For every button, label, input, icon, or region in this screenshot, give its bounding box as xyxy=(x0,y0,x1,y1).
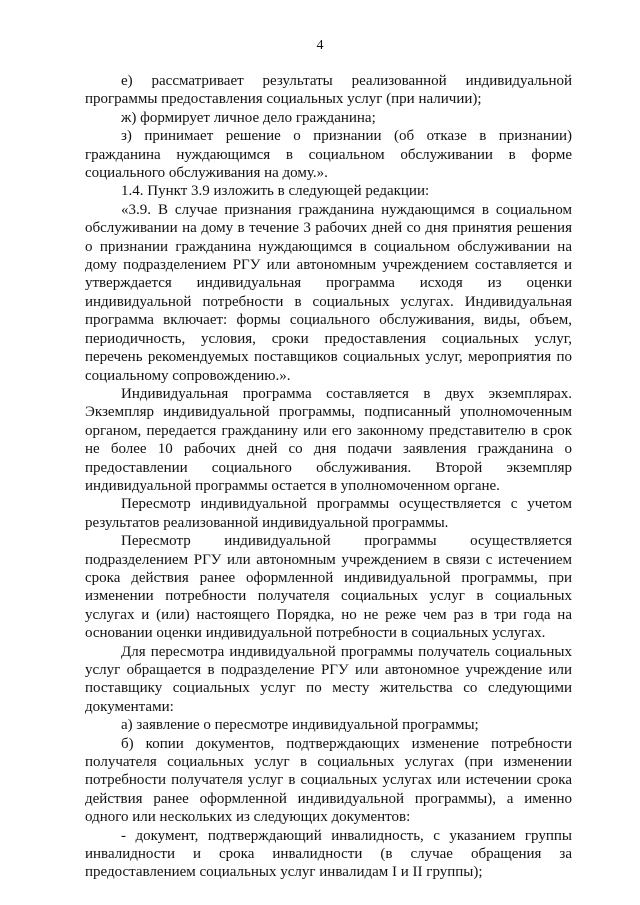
paragraph-item-b: б) копии документов, подтверждающих изменение потребности получателя социальных услуг в социальных услугах (при изменении потребности получателя услуг в социальных услугах или истечении срока действия ранее оформленной индивидуальной программы), а именно одного или нескольких из следующих документов: xyxy=(85,735,572,826)
paragraph-item-a: а) заявление о пересмотре индивидуальной программы; xyxy=(121,717,479,734)
paragraph-copies: Индивидуальная программа составляется в двух экземплярах. Экземпляр индивидуальной программы, подписанный уполномоченным органом, передается гражданину или его законному представителю в срок не более 10 рабочих дней со дня подачи заявления гражданина о предоставлении социального обслуживания. Второй экземпляр индивидуальной программы остается в уполномоченном органе. xyxy=(85,385,572,494)
paragraph-revision-documents: Для пересмотра индивидуальной программы получатель социальных услуг обращается в подразделение РГУ или автономное учреждение или поставщику социальных услуг по месту жительства со следующими документами: xyxy=(85,643,572,715)
page-number: 4 xyxy=(316,38,324,53)
paragraph-revision-conditions: Пересмотр индивидуальной программы осуществляется подразделением РГУ или автономным учреждением в связи с истечением срока действия ранее оформленной индивидуальной программы, при изменении потребности получателя социальных услуг в социальных услугах и (или) настоящего Порядка, но не реже чем раз в три года на основании оценки индивидуальной потребности в социальных услугах. xyxy=(85,533,572,642)
paragraph-item-zh: ж) формирует личное дело гражданина; xyxy=(121,109,376,126)
paragraph-revision-results: Пересмотр индивидуальной программы осуществляется с учетом результатов реализованной индивидуальной программы. xyxy=(85,496,572,531)
paragraph-disability-document: - документ, подтверждающий инвалидность, с указанием группы инвалидности и срока инвалидности (в случае обращения за предоставлением социальных услуг инвалидам I и II группы); xyxy=(85,827,572,881)
paragraph-clause-3-9: «3.9. В случае признания гражданина нуждающимся в социальном обслуживании на дому в течение 3 рабочих дней со дня принятия решения о признании гражданина нуждающимся в социальном обслуживании на дому подразделением РГУ или автономным учреждением составляется и утверждается индивидуальная программа исходя из оценки индивидуальной потребности в социальных услугах. Индивидуальная программа включает: формы социального обслуживания, виды, объем, периодичность, условия, сроки предоставления социальных услуг, перечень рекомендуемых поставщиков социальных услуг, мероприятия по социальному сопровождению.». xyxy=(85,201,572,384)
paragraph-clause-1-4: 1.4. Пункт 3.9 изложить в следующей редакции: xyxy=(121,183,430,200)
paragraph-item-z: з) принимает решение о признании (об отказе в признании) гражданина нуждающимся в социальном обслуживании в форме социального обслуживания на дому.». xyxy=(85,128,572,182)
document-body xyxy=(85,72,572,882)
paragraph-item-e: е) рассматривает результаты реализованной индивидуальной программы предоставления социальных услуг (при наличии); xyxy=(85,73,572,108)
